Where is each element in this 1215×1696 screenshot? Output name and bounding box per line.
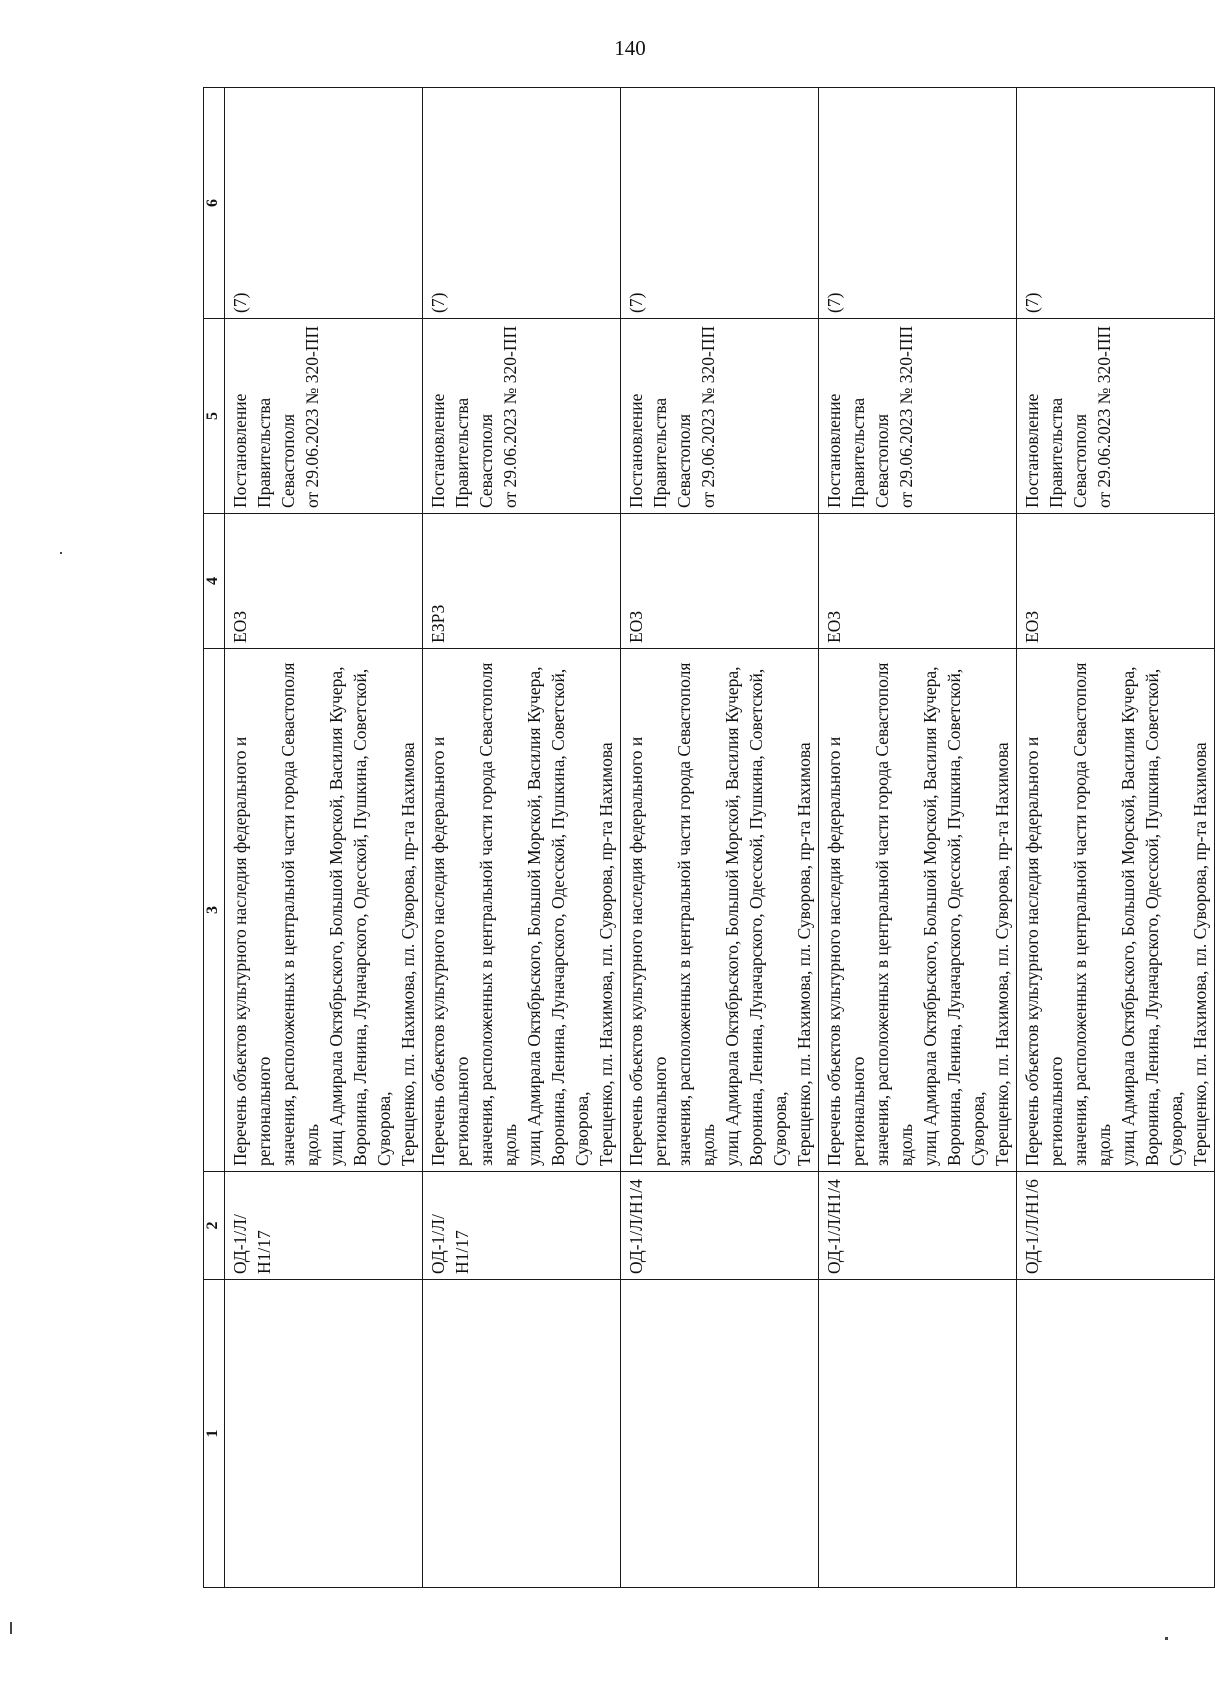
- scan-speck: [60, 552, 62, 554]
- header-col-3: 3: [204, 649, 225, 1172]
- cell-col-1: [1017, 1280, 1215, 1588]
- table-header-row: [204, 88, 225, 1588]
- cell-col-1: [225, 1280, 423, 1588]
- table-row: [819, 88, 1017, 1588]
- table-row: [423, 88, 621, 1588]
- cell-zone-code: ОД-1/Л/Н1/4: [621, 1172, 819, 1280]
- rotated-table-container: [203, 88, 1210, 1588]
- cell-zone-code: ОД-1/Л/Н1/17: [423, 1172, 621, 1280]
- cell-zone-code: ОД-1/Л/Н1/6: [1017, 1172, 1215, 1280]
- cell-zone-type: ЕОЗ: [225, 514, 423, 649]
- cell-note: (7): [423, 88, 621, 319]
- cell-description: Перечень объектов культурного наследия федерального и регионального значения, расположенных в центральной части города Севастополя вдоль улиц Адмирала Октябрьского, Большой Морской, Василия Кучера, Воронина, Ленина, Луначарского, Одесской, Пушкина, Советской, Суворова, Терещенко, пл. Нахимова, пл. Суворова, пр-та Нахимова: [621, 649, 819, 1172]
- cell-document: Постановление Правительства Севастополя от 29.06.2023 № 320-ПП: [225, 319, 423, 514]
- zoning-table: [203, 87, 1215, 1588]
- cell-col-1: [819, 1280, 1017, 1588]
- cell-description: Перечень объектов культурного наследия федерального и регионального значения, расположенных в центральной части города Севастополя вдоль улиц Адмирала Октябрьского, Большой Морской, Василия Кучера, Воронина, Ленина, Луначарского, Одесской, Пушкина, Советской, Суворова, Терещенко, пл. Нахимова, пл. Суворова, пр-та Нахимова: [1017, 649, 1215, 1172]
- cell-note: (7): [819, 88, 1017, 319]
- cell-zone-code: ОД-1/Л/Н1/17: [225, 1172, 423, 1280]
- header-col-2: 2: [204, 1172, 225, 1280]
- cell-zone-type: ЕЗРЗ: [423, 514, 621, 649]
- table-row: [225, 88, 423, 1588]
- cell-document: Постановление Правительства Севастополя от 29.06.2023 № 320-ПП: [621, 319, 819, 514]
- cell-note: (7): [1017, 88, 1215, 319]
- cell-document: Постановление Правительства Севастополя от 29.06.2023 № 320-ПП: [1017, 319, 1215, 514]
- cell-col-1: [423, 1280, 621, 1588]
- cell-description: Перечень объектов культурного наследия федерального и регионального значения, расположенных в центральной части города Севастополя вдоль улиц Адмирала Октябрьского, Большой Морской, Василия Кучера, Воронина, Ленина, Луначарского, Одесской, Пушкина, Советской, Суворова, Терещенко, пл. Нахимова, пл. Суворова, пр-та Нахимова: [225, 649, 423, 1172]
- cell-zone-type: ЕОЗ: [1017, 514, 1215, 649]
- scan-speck: [1165, 1637, 1168, 1640]
- header-col-1: 1: [204, 1280, 225, 1588]
- header-col-4: 4: [204, 514, 225, 649]
- header-col-5: 5: [204, 319, 225, 514]
- cell-description: Перечень объектов культурного наследия федерального и регионального значения, расположенных в центральной части города Севастополя вдоль улиц Адмирала Октябрьского, Большой Морской, Василия Кучера, Воронина, Ленина, Луначарского, Одесской, Пушкина, Советской, Суворова, Терещенко, пл. Нахимова, пл. Суворова, пр-та Нахимова: [819, 649, 1017, 1172]
- table-row: [621, 88, 819, 1588]
- cell-document: Постановление Правительства Севастополя от 29.06.2023 № 320-ПП: [819, 319, 1017, 514]
- cell-note: (7): [225, 88, 423, 319]
- page-number: 140: [614, 36, 646, 60]
- header-col-6: 6: [204, 88, 225, 319]
- cell-description: Перечень объектов культурного наследия федерального и регионального значения, расположенных в центральной части города Севастополя вдоль улиц Адмирала Октябрьского, Большой Морской, Василия Кучера, Воронина, Ленина, Луначарского, Одесской, Пушкина, Советской, Суворова, Терещенко, пл. Нахимова, пл. Суворова, пр-та Нахимова: [423, 649, 621, 1172]
- table-row: [1017, 88, 1215, 1588]
- cell-note: (7): [621, 88, 819, 319]
- cell-zone-type: ЕОЗ: [819, 514, 1017, 649]
- cell-document: Постановление Правительства Севастополя от 29.06.2023 № 320-ПП: [423, 319, 621, 514]
- cell-col-1: [621, 1280, 819, 1588]
- scan-mark: [10, 1622, 12, 1634]
- rotated-table-area: [203, 88, 1210, 1588]
- cell-zone-code: ОД-1/Л/Н1/4: [819, 1172, 1017, 1280]
- cell-zone-type: ЕОЗ: [621, 514, 819, 649]
